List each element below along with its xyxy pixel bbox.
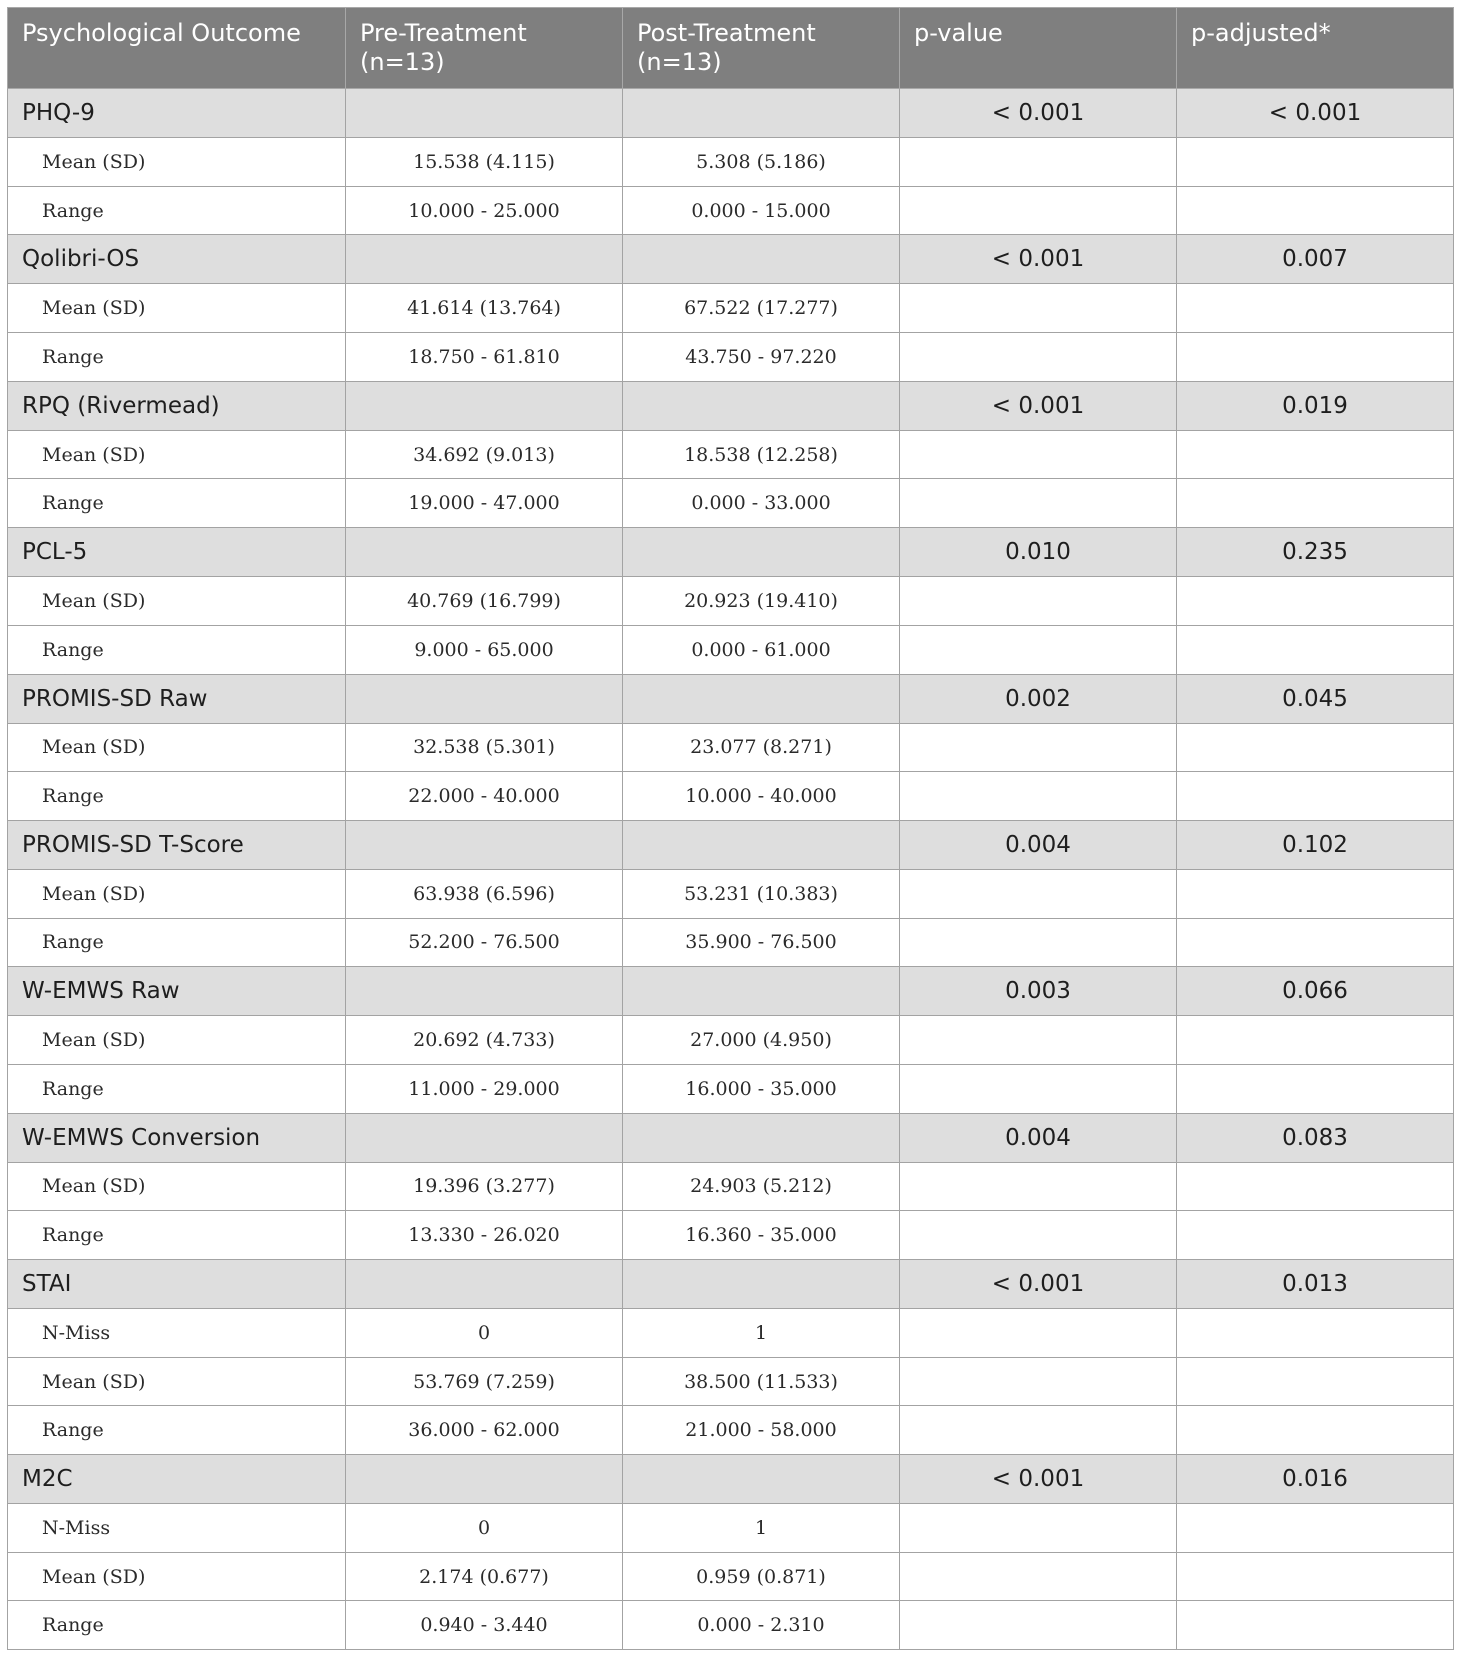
group-p-value: < 0.001: [900, 1455, 1177, 1504]
stat-padj-empty: [1177, 1211, 1454, 1260]
stat-pre-value: 32.538 (5.301): [346, 723, 623, 772]
stat-p-empty: [900, 918, 1177, 967]
stat-pre-value: 15.538 (4.115): [346, 138, 623, 187]
group-post-empty: [623, 235, 900, 284]
stat-p-empty: [900, 577, 1177, 626]
group-name: W-EMWS Conversion: [8, 1113, 346, 1162]
stat-row: [8, 1552, 1454, 1601]
stat-post-value: 38.500 (11.533): [623, 1357, 900, 1406]
group-post-empty: [623, 674, 900, 723]
stat-post-value: 0.000 - 2.310: [623, 1601, 900, 1650]
group-name: RPQ (Rivermead): [8, 381, 346, 430]
group-pre-empty: [346, 235, 623, 284]
stat-padj-empty: [1177, 1309, 1454, 1358]
stat-p-empty: [900, 1016, 1177, 1065]
stat-padj-empty: [1177, 1504, 1454, 1553]
stat-pre-value: 53.769 (7.259): [346, 1357, 623, 1406]
group-name: Qolibri-OS: [8, 235, 346, 284]
stat-label: N-Miss: [8, 1504, 346, 1553]
group-pre-empty: [346, 1455, 623, 1504]
group-p-adjusted: 0.083: [1177, 1113, 1454, 1162]
group-pre-empty: [346, 820, 623, 869]
stat-row: [8, 918, 1454, 967]
stat-row: [8, 1162, 1454, 1211]
group-row: [8, 89, 1454, 138]
stat-padj-empty: [1177, 869, 1454, 918]
stat-row: [8, 1211, 1454, 1260]
stat-padj-empty: [1177, 479, 1454, 528]
group-p-value: 0.002: [900, 674, 1177, 723]
group-name: W-EMWS Raw: [8, 967, 346, 1016]
stat-p-empty: [900, 333, 1177, 382]
stat-post-value: 67.522 (17.277): [623, 284, 900, 333]
stat-post-value: 21.000 - 58.000: [623, 1406, 900, 1455]
stat-label: Range: [8, 772, 346, 821]
group-name: M2C: [8, 1455, 346, 1504]
stat-pre-value: 2.174 (0.677): [346, 1552, 623, 1601]
stat-row: [8, 479, 1454, 528]
group-p-value: < 0.001: [900, 1260, 1177, 1309]
stat-padj-empty: [1177, 284, 1454, 333]
stat-pre-value: 22.000 - 40.000: [346, 772, 623, 821]
stat-p-empty: [900, 1064, 1177, 1113]
header-pre-treatment: Pre-Treatment (n=13): [346, 8, 623, 89]
stat-post-value: 1: [623, 1309, 900, 1358]
stat-p-empty: [900, 479, 1177, 528]
stat-padj-empty: [1177, 1357, 1454, 1406]
stat-pre-value: 0.940 - 3.440: [346, 1601, 623, 1650]
stat-post-value: 53.231 (10.383): [623, 869, 900, 918]
stat-row: [8, 772, 1454, 821]
stat-post-value: 16.360 - 35.000: [623, 1211, 900, 1260]
stat-row: [8, 1406, 1454, 1455]
stat-p-empty: [900, 1162, 1177, 1211]
stat-row: [8, 186, 1454, 235]
stat-padj-empty: [1177, 918, 1454, 967]
stat-label: Mean (SD): [8, 577, 346, 626]
group-post-empty: [623, 1455, 900, 1504]
group-p-value: 0.004: [900, 820, 1177, 869]
stat-pre-value: 19.000 - 47.000: [346, 479, 623, 528]
group-pre-empty: [346, 674, 623, 723]
group-p-adjusted: 0.045: [1177, 674, 1454, 723]
group-p-value: 0.004: [900, 1113, 1177, 1162]
group-p-adjusted: 0.016: [1177, 1455, 1454, 1504]
group-name: PHQ-9: [8, 89, 346, 138]
stat-padj-empty: [1177, 1406, 1454, 1455]
stat-label: Mean (SD): [8, 1162, 346, 1211]
stat-p-empty: [900, 723, 1177, 772]
group-row: [8, 1455, 1454, 1504]
group-row: [8, 967, 1454, 1016]
header-outcome: Psychological Outcome: [8, 8, 346, 89]
group-p-value: < 0.001: [900, 235, 1177, 284]
stat-pre-value: 41.614 (13.764): [346, 284, 623, 333]
stat-post-value: 23.077 (8.271): [623, 723, 900, 772]
stat-post-value: 18.538 (12.258): [623, 430, 900, 479]
stat-padj-empty: [1177, 1162, 1454, 1211]
stat-row: [8, 333, 1454, 382]
group-row: [8, 820, 1454, 869]
stat-post-value: 10.000 - 40.000: [623, 772, 900, 821]
group-p-adjusted: 0.007: [1177, 235, 1454, 284]
stat-label: Range: [8, 333, 346, 382]
stat-padj-empty: [1177, 138, 1454, 187]
stat-label: Mean (SD): [8, 869, 346, 918]
group-name: PROMIS-SD T-Score: [8, 820, 346, 869]
stat-post-value: 24.903 (5.212): [623, 1162, 900, 1211]
group-name: STAI: [8, 1260, 346, 1309]
stat-p-empty: [900, 1211, 1177, 1260]
header-p-adjusted: p-adjusted*: [1177, 8, 1454, 89]
stat-label: Range: [8, 1211, 346, 1260]
group-pre-empty: [346, 967, 623, 1016]
stat-pre-value: 36.000 - 62.000: [346, 1406, 623, 1455]
stat-pre-value: 10.000 - 25.000: [346, 186, 623, 235]
stat-label: Mean (SD): [8, 430, 346, 479]
stat-post-value: 20.923 (19.410): [623, 577, 900, 626]
stat-padj-empty: [1177, 1064, 1454, 1113]
group-pre-empty: [346, 89, 623, 138]
stat-pre-value: 19.396 (3.277): [346, 1162, 623, 1211]
stat-row: [8, 1504, 1454, 1553]
results-table: [7, 7, 1454, 1650]
stat-padj-empty: [1177, 1601, 1454, 1650]
stat-label: Mean (SD): [8, 138, 346, 187]
stat-label: Mean (SD): [8, 1552, 346, 1601]
stat-padj-empty: [1177, 333, 1454, 382]
stat-row: [8, 869, 1454, 918]
stat-post-value: 0.000 - 33.000: [623, 479, 900, 528]
stat-row: [8, 1016, 1454, 1065]
group-p-adjusted: 0.235: [1177, 528, 1454, 577]
stat-post-value: 0.959 (0.871): [623, 1552, 900, 1601]
group-pre-empty: [346, 1113, 623, 1162]
stat-row: [8, 625, 1454, 674]
stat-post-value: 35.900 - 76.500: [623, 918, 900, 967]
group-p-value: < 0.001: [900, 89, 1177, 138]
group-post-empty: [623, 528, 900, 577]
group-p-adjusted: 0.019: [1177, 381, 1454, 430]
stat-row: [8, 577, 1454, 626]
stat-label: Mean (SD): [8, 284, 346, 333]
stat-row: [8, 1357, 1454, 1406]
stat-label: Range: [8, 479, 346, 528]
stat-p-empty: [900, 625, 1177, 674]
stat-p-empty: [900, 869, 1177, 918]
group-p-adjusted: 0.013: [1177, 1260, 1454, 1309]
stat-pre-value: 63.938 (6.596): [346, 869, 623, 918]
stat-row: [8, 1601, 1454, 1650]
stat-pre-value: 18.750 - 61.810: [346, 333, 623, 382]
stat-p-empty: [900, 1406, 1177, 1455]
group-p-value: 0.003: [900, 967, 1177, 1016]
stat-pre-value: 0: [346, 1504, 623, 1553]
stat-padj-empty: [1177, 1016, 1454, 1065]
group-row: [8, 381, 1454, 430]
group-post-empty: [623, 89, 900, 138]
stat-label: N-Miss: [8, 1309, 346, 1358]
stat-padj-empty: [1177, 577, 1454, 626]
stat-p-empty: [900, 1504, 1177, 1553]
group-p-value: < 0.001: [900, 381, 1177, 430]
group-post-empty: [623, 1260, 900, 1309]
stat-padj-empty: [1177, 772, 1454, 821]
group-p-adjusted: < 0.001: [1177, 89, 1454, 138]
stat-p-empty: [900, 138, 1177, 187]
stat-pre-value: 11.000 - 29.000: [346, 1064, 623, 1113]
stat-p-empty: [900, 1601, 1177, 1650]
stat-post-value: 5.308 (5.186): [623, 138, 900, 187]
group-pre-empty: [346, 1260, 623, 1309]
stat-label: Range: [8, 1601, 346, 1650]
stat-padj-empty: [1177, 723, 1454, 772]
stat-post-value: 43.750 - 97.220: [623, 333, 900, 382]
stat-p-empty: [900, 772, 1177, 821]
stat-row: [8, 723, 1454, 772]
stat-pre-value: 34.692 (9.013): [346, 430, 623, 479]
stat-padj-empty: [1177, 430, 1454, 479]
group-name: PCL-5: [8, 528, 346, 577]
stat-post-value: 16.000 - 35.000: [623, 1064, 900, 1113]
stat-label: Range: [8, 186, 346, 235]
stat-label: Range: [8, 625, 346, 674]
group-p-value: 0.010: [900, 528, 1177, 577]
stat-label: Mean (SD): [8, 1357, 346, 1406]
stat-pre-value: 40.769 (16.799): [346, 577, 623, 626]
stat-row: [8, 138, 1454, 187]
stat-label: Range: [8, 1064, 346, 1113]
stat-padj-empty: [1177, 625, 1454, 674]
stat-row: [8, 1309, 1454, 1358]
results-table-container: [7, 7, 1453, 1650]
stat-pre-value: 20.692 (4.733): [346, 1016, 623, 1065]
group-p-adjusted: 0.066: [1177, 967, 1454, 1016]
group-pre-empty: [346, 381, 623, 430]
group-row: [8, 1113, 1454, 1162]
stat-post-value: 0.000 - 61.000: [623, 625, 900, 674]
stat-pre-value: 0: [346, 1309, 623, 1358]
stat-pre-value: 13.330 - 26.020: [346, 1211, 623, 1260]
stat-pre-value: 9.000 - 65.000: [346, 625, 623, 674]
stat-row: [8, 284, 1454, 333]
stat-p-empty: [900, 186, 1177, 235]
stat-p-empty: [900, 284, 1177, 333]
stat-padj-empty: [1177, 1552, 1454, 1601]
stat-padj-empty: [1177, 186, 1454, 235]
group-name: PROMIS-SD Raw: [8, 674, 346, 723]
group-post-empty: [623, 820, 900, 869]
group-row: [8, 235, 1454, 284]
stat-post-value: 0.000 - 15.000: [623, 186, 900, 235]
group-p-adjusted: 0.102: [1177, 820, 1454, 869]
stat-row: [8, 1064, 1454, 1113]
header-row: [8, 8, 1454, 89]
group-pre-empty: [346, 528, 623, 577]
group-post-empty: [623, 967, 900, 1016]
group-row: [8, 674, 1454, 723]
group-row: [8, 528, 1454, 577]
table-header: [8, 8, 1454, 89]
table-body: [8, 89, 1454, 1650]
header-post-treatment: Post-Treatment (n=13): [623, 8, 900, 89]
stat-p-empty: [900, 1357, 1177, 1406]
stat-row: [8, 430, 1454, 479]
stat-label: Mean (SD): [8, 723, 346, 772]
stat-label: Range: [8, 918, 346, 967]
stat-post-value: 27.000 (4.950): [623, 1016, 900, 1065]
stat-label: Range: [8, 1406, 346, 1455]
stat-p-empty: [900, 1552, 1177, 1601]
stat-pre-value: 52.200 - 76.500: [346, 918, 623, 967]
header-p-value: p-value: [900, 8, 1177, 89]
group-post-empty: [623, 381, 900, 430]
stat-p-empty: [900, 1309, 1177, 1358]
group-row: [8, 1260, 1454, 1309]
stat-label: Mean (SD): [8, 1016, 346, 1065]
stat-post-value: 1: [623, 1504, 900, 1553]
stat-p-empty: [900, 430, 1177, 479]
group-post-empty: [623, 1113, 900, 1162]
